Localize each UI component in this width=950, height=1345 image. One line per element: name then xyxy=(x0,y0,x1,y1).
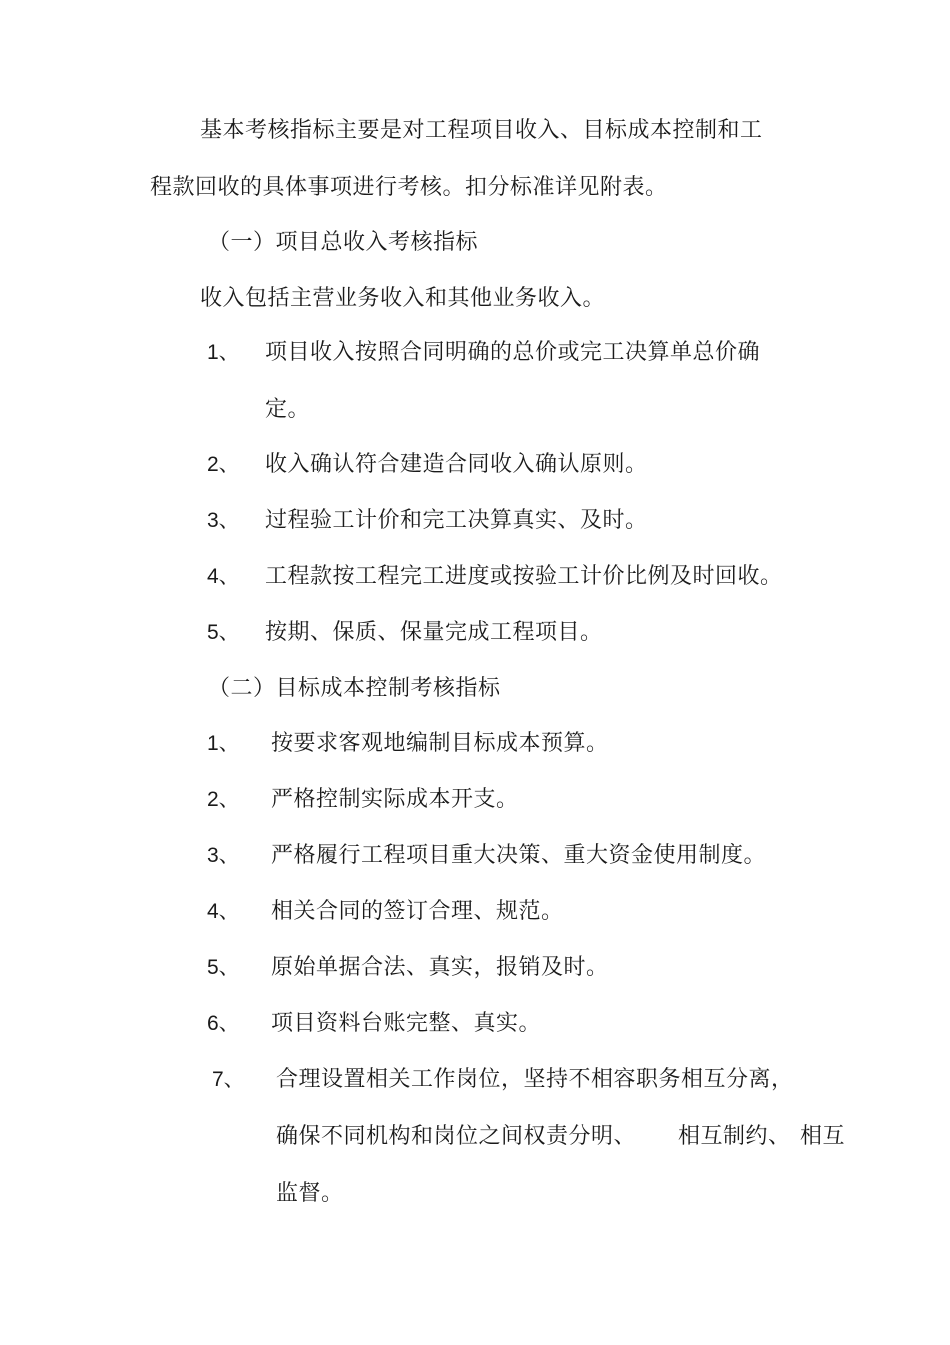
s2-item-4-number: 4、 xyxy=(207,900,240,923)
s2-item-7-continuation-b: 相互制约、 xyxy=(678,1124,791,1149)
s2-item-6-number: 6、 xyxy=(207,1012,240,1035)
s1-item-2-text: 收入确认符合建造合同收入确认原则。 xyxy=(265,452,648,477)
s2-item-3-text: 严格履行工程项目重大决策、重大资金使用制度。 xyxy=(271,843,767,868)
s2-item-7-continuation: 确保不同机构和岗位之间权责分明、 xyxy=(276,1124,637,1149)
s1-item-2-number: 2、 xyxy=(207,453,240,476)
s2-item-3-number: 3、 xyxy=(207,844,240,867)
section1-lead: 收入包括主营业务收入和其他业务收入。 xyxy=(200,286,606,311)
section1-heading: （一）项目总收入考核指标 xyxy=(208,230,479,255)
s2-item-4-text: 相关合同的签订合理、规范。 xyxy=(271,899,564,924)
intro-line-1: 基本考核指标主要是对工程项目收入、目标成本控制和工 xyxy=(200,118,763,143)
s1-item-3-number: 3、 xyxy=(207,509,240,532)
s2-item-7-continuation-2: 监督。 xyxy=(276,1181,344,1206)
s2-item-5-number: 5、 xyxy=(207,956,240,979)
s2-item-7-continuation-c: 相互 xyxy=(800,1124,846,1149)
s1-item-5-text: 按期、保质、保量完成工程项目。 xyxy=(265,620,603,645)
s1-item-5-number: 5、 xyxy=(207,621,240,644)
s2-item-2-text: 严格控制实际成本开支。 xyxy=(271,787,519,812)
s2-item-2-number: 2、 xyxy=(207,788,240,811)
s1-item-1-continuation: 定。 xyxy=(265,397,311,422)
section2-heading: （二）目标成本控制考核指标 xyxy=(208,676,501,701)
s1-item-4-text: 工程款按工程完工进度或按验工计价比例及时回收。 xyxy=(265,564,783,589)
intro-line-2: 程款回收的具体事项进行考核。扣分标准详见附表。 xyxy=(150,175,668,200)
s2-item-7-number: 7、 xyxy=(212,1068,245,1091)
s1-item-4-number: 4、 xyxy=(207,565,240,588)
s1-item-1-text: 项目收入按照合同明确的总价或完工决算单总价确 xyxy=(265,340,761,365)
s2-item-7-text: 合理设置相关工作岗位，坚持不相容职务相互分离， xyxy=(276,1067,794,1092)
s2-item-5-text: 原始单据合法、真实，报销及时。 xyxy=(271,955,609,980)
s2-item-1-text: 按要求客观地编制目标成本预算。 xyxy=(271,731,609,756)
s1-item-3-text: 过程验工计价和完工决算真实、及时。 xyxy=(265,508,648,533)
s1-item-1-number: 1、 xyxy=(207,341,240,364)
s2-item-1-number: 1、 xyxy=(207,732,240,755)
s2-item-6-text: 项目资料台账完整、真实。 xyxy=(271,1011,542,1036)
